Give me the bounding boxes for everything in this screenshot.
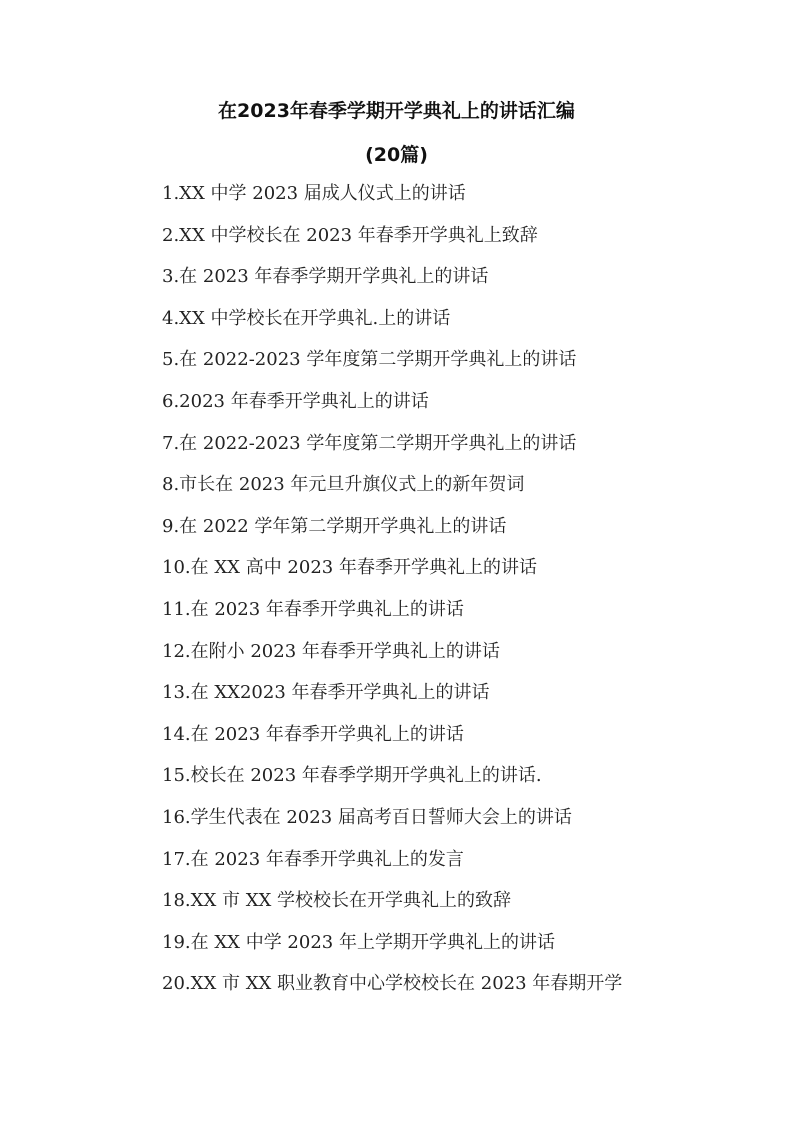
toc-item-5: 5.在 2022-2023 学年度第二学期开学典礼上的讲话 xyxy=(162,349,577,371)
toc-item-2: 2.XX 中学校长在 2023 年春季开学典礼上致辞 xyxy=(162,224,538,246)
toc-item-18: 18.XX 市 XX 学校校长在开学典礼上的致辞 xyxy=(162,890,512,912)
document-subtitle: (20篇) xyxy=(365,144,428,166)
toc-item-15: 15.校长在 2023 年春季学期开学典礼上的讲话. xyxy=(162,765,542,787)
table-of-contents xyxy=(162,180,762,1012)
toc-item-19: 19.在 XX 中学 2023 年上学期开学典礼上的讲话 xyxy=(162,931,555,953)
toc-item-14: 14.在 2023 年春季开学典礼上的讲话 xyxy=(162,723,464,745)
toc-item-17: 17.在 2023 年春季开学典礼上的发言 xyxy=(162,848,464,870)
toc-item-8: 8.市长在 2023 年元旦升旗仪式上的新年贺词 xyxy=(162,474,525,496)
toc-item-7: 7.在 2022-2023 学年度第二学期开学典礼上的讲话 xyxy=(162,432,577,454)
toc-item-12: 12.在附小 2023 年春季开学典礼上的讲话 xyxy=(162,640,500,662)
toc-item-10: 10.在 XX 高中 2023 年春季开学典礼上的讲话 xyxy=(162,557,537,579)
document-title: 在2023年春季学期开学典礼上的讲话汇编 xyxy=(218,100,575,122)
toc-item-3: 3.在 2023 年春季学期开学典礼上的讲话 xyxy=(162,266,489,288)
toc-item-13: 13.在 XX2023 年春季开学典礼上的讲话 xyxy=(162,682,490,704)
toc-item-11: 11.在 2023 年春季开学典礼上的讲话 xyxy=(162,598,464,620)
toc-item-9: 9.在 2022 学年第二学期开学典礼上的讲话 xyxy=(162,515,507,537)
toc-item-6: 6.2023 年春季开学典礼上的讲话 xyxy=(162,390,429,412)
toc-item-16: 16.学生代表在 2023 届高考百日誓师大会上的讲话 xyxy=(162,806,572,828)
toc-item-1: 1.XX 中学 2023 届成人仪式上的讲话 xyxy=(162,183,466,204)
toc-item-4: 4.XX 中学校长在开学典礼.上的讲话 xyxy=(162,307,451,329)
toc-item-20: 20.XX 市 XX 职业教育中心学校校长在 2023 年春期开学 xyxy=(162,973,623,995)
